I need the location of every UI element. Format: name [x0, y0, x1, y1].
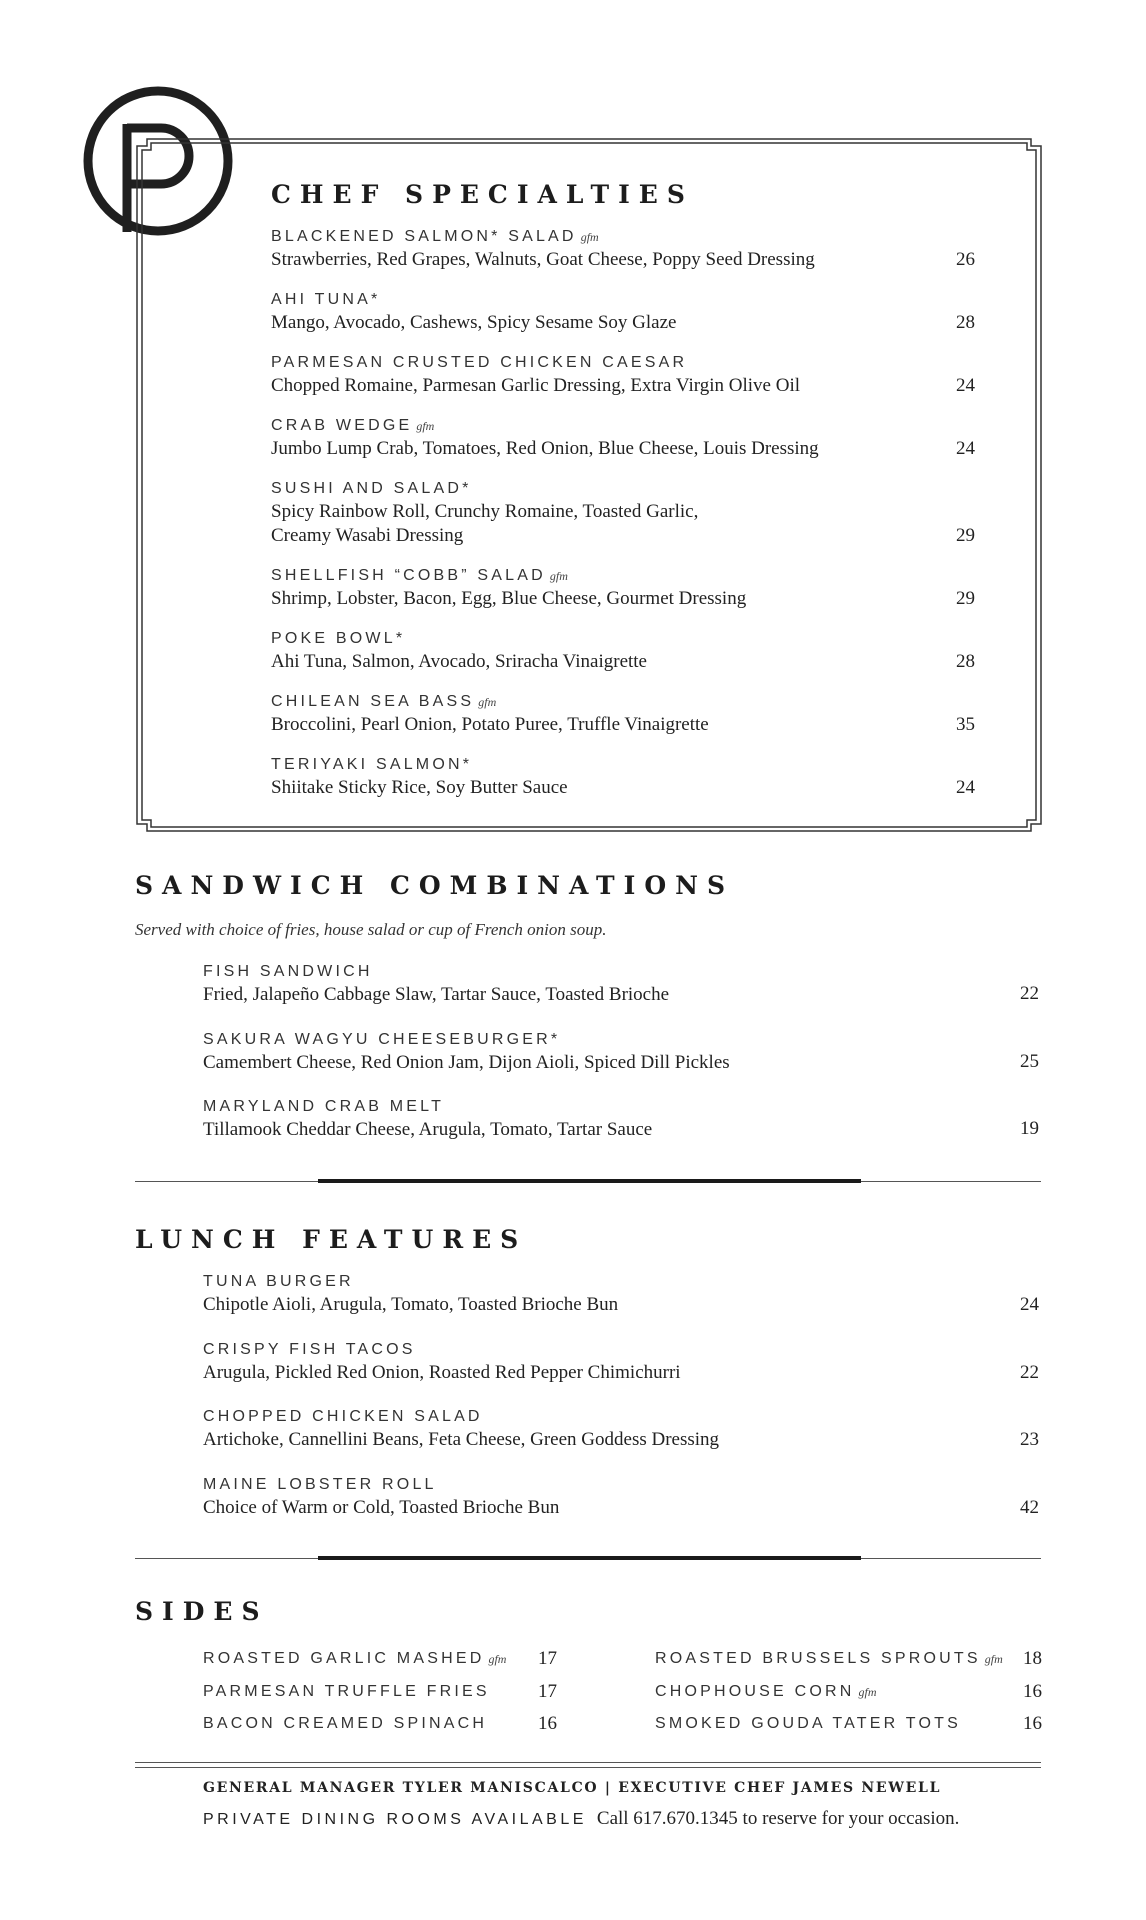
item-price: 24 — [956, 777, 975, 798]
item-name: CHOPPED CHICKEN SALAD — [203, 1408, 483, 1425]
menu-item — [271, 289, 676, 335]
item-description: Strawberries, Red Grapes, Walnuts, Goat Cheese, Poppy Seed Dressing — [271, 249, 815, 270]
menu-item — [271, 478, 698, 548]
item-description: Choice of Warm or Cold, Toasted Brioche Bun — [203, 1497, 560, 1518]
side-item-price: 16 — [538, 1713, 557, 1734]
item-price: 29 — [956, 588, 975, 609]
menu-item — [271, 628, 647, 674]
side-item-name: SMOKED GOUDA TATER TOTS — [655, 1715, 961, 1732]
item-name: TERIYAKI SALMON* — [271, 756, 473, 773]
sides-title: SIDES — [135, 1597, 269, 1626]
gfm-tag: gfm — [478, 695, 497, 709]
item-description: Tillamook Cheddar Cheese, Arugula, Tomato, Tartar Sauce — [203, 1119, 653, 1140]
item-description: Broccolini, Pearl Onion, Potato Puree, Truffle Vinaigrette — [271, 714, 709, 735]
side-item-name: BACON CREAMED SPINACH — [203, 1715, 488, 1732]
chef-specialties-title: CHEF SPECIALTIES — [271, 180, 694, 209]
item-description-line2: Creamy Wasabi Dressing — [271, 525, 464, 546]
item-name: CRAB WEDGE — [271, 417, 413, 434]
item-name: SHELLFISH “COBB” SALAD — [271, 567, 546, 584]
item-description: Shiitake Sticky Rice, Soy Butter Sauce — [271, 777, 568, 798]
item-price: 35 — [956, 714, 975, 735]
item-price: 24 — [956, 438, 975, 459]
reservation-phone-text: Call 617.670.1345 to reserve for your occasion. — [596, 1808, 960, 1829]
footer-rule — [135, 1762, 1041, 1763]
item-price: 25 — [1020, 1051, 1039, 1072]
side-item-price: 17 — [538, 1681, 557, 1702]
menu-item — [203, 1406, 719, 1452]
item-name: SAKURA WAGYU CHEESEBURGER* — [203, 1031, 561, 1048]
menu-item — [271, 691, 709, 737]
item-price: 19 — [1020, 1118, 1039, 1139]
menu-item — [203, 1474, 559, 1520]
item-description: Jumbo Lump Crab, Tomatoes, Red Onion, Blue Cheese, Louis Dressing — [271, 438, 819, 459]
menu-item — [271, 565, 746, 611]
item-price: 24 — [1020, 1294, 1039, 1315]
item-name: POKE BOWL* — [271, 630, 406, 647]
private-dining-label: PRIVATE DINING ROOMS AVAILABLE — [203, 1811, 587, 1828]
side-item-name: PARMESAN TRUFFLE FRIES — [203, 1683, 490, 1700]
sandwich-note: Served with choice of fries, house salad or cup of French onion soup. — [135, 920, 607, 939]
item-description: Spicy Rainbow Roll, Crunchy Romaine, Toasted Garlic, — [271, 501, 699, 522]
side-item-price: 16 — [1023, 1681, 1042, 1702]
menu-item — [203, 961, 669, 1007]
side-item-name: CHOPHOUSE CORN gfm — [655, 1683, 877, 1700]
item-name: PARMESAN CRUSTED CHICKEN CAESAR — [271, 354, 688, 371]
menu-item — [203, 1339, 681, 1385]
item-price: 24 — [956, 375, 975, 396]
item-price: 22 — [1020, 983, 1039, 1004]
gfm-tag: gfm — [858, 1685, 877, 1699]
menu-item — [203, 1029, 730, 1075]
item-name: FISH SANDWICH — [203, 963, 373, 980]
item-description: Arugula, Pickled Red Onion, Roasted Red Pepper Chimichurri — [203, 1362, 681, 1383]
item-price: 23 — [1020, 1429, 1039, 1450]
side-item-price: 17 — [538, 1648, 557, 1669]
staff-credits: GENERAL MANAGER TYLER MANISCALCO | EXECUTIVE CHEF JAMES NEWELL — [203, 1780, 942, 1796]
item-price: 42 — [1020, 1497, 1039, 1518]
item-price: 29 — [956, 525, 975, 546]
menu-item — [203, 1271, 618, 1317]
menu-item — [203, 1096, 652, 1142]
item-price: 26 — [956, 249, 975, 270]
item-price: 28 — [956, 312, 975, 333]
sandwich-combinations-title: SANDWICH COMBINATIONS — [135, 871, 735, 900]
item-name: TUNA BURGER — [203, 1273, 354, 1290]
item-description: Camembert Cheese, Red Onion Jam, Dijon Aioli, Spiced Dill Pickles — [203, 1052, 730, 1073]
item-name: CHILEAN SEA BASS — [271, 693, 475, 710]
item-price: 28 — [956, 651, 975, 672]
item-description: Chipotle Aioli, Arugula, Tomato, Toasted Brioche Bun — [203, 1294, 619, 1315]
item-description: Chopped Romaine, Parmesan Garlic Dressing, Extra Virgin Olive Oil — [271, 375, 801, 396]
side-item-price: 16 — [1023, 1713, 1042, 1734]
menu-item — [271, 415, 819, 461]
side-item-price: 18 — [1023, 1648, 1042, 1669]
item-name: BLACKENED SALMON* SALAD — [271, 228, 577, 245]
gfm-tag: gfm — [416, 419, 435, 433]
item-description: Fried, Jalapeño Cabbage Slaw, Tartar Sauce, Toasted Brioche — [203, 984, 670, 1005]
gfm-tag: gfm — [488, 1652, 507, 1666]
item-description: Ahi Tuna, Salmon, Avocado, Sriracha Vinaigrette — [271, 651, 647, 672]
section-divider — [135, 1179, 1041, 1185]
item-description: Shrimp, Lobster, Bacon, Egg, Blue Cheese, Gourmet Dressing — [271, 588, 747, 609]
menu-item — [271, 226, 815, 272]
private-dining-line — [203, 1808, 959, 1830]
item-description: Mango, Avocado, Cashews, Spicy Sesame Soy Glaze — [271, 312, 677, 333]
item-description: Artichoke, Cannellini Beans, Feta Cheese, Green Goddess Dressing — [203, 1429, 720, 1450]
item-name: MAINE LOBSTER ROLL — [203, 1476, 437, 1493]
lunch-features-title: LUNCH FEATURES — [135, 1225, 528, 1254]
gfm-tag: gfm — [549, 569, 568, 583]
gfm-tag: gfm — [984, 1652, 1003, 1666]
footer-rule — [135, 1767, 1041, 1768]
item-name: CRISPY FISH TACOS — [203, 1341, 416, 1358]
item-name: SUSHI AND SALAD* — [271, 480, 472, 497]
section-divider — [135, 1556, 1041, 1562]
item-name: MARYLAND CRAB MELT — [203, 1098, 445, 1115]
menu-item — [271, 754, 568, 800]
item-name: AHI TUNA* — [271, 291, 381, 308]
item-price: 22 — [1020, 1362, 1039, 1383]
gfm-tag: gfm — [580, 230, 599, 244]
side-item-name: ROASTED GARLIC MASHED gfm — [203, 1650, 507, 1667]
side-item-name: ROASTED BRUSSELS SPROUTS gfm — [655, 1650, 1003, 1667]
menu-item — [271, 352, 800, 398]
